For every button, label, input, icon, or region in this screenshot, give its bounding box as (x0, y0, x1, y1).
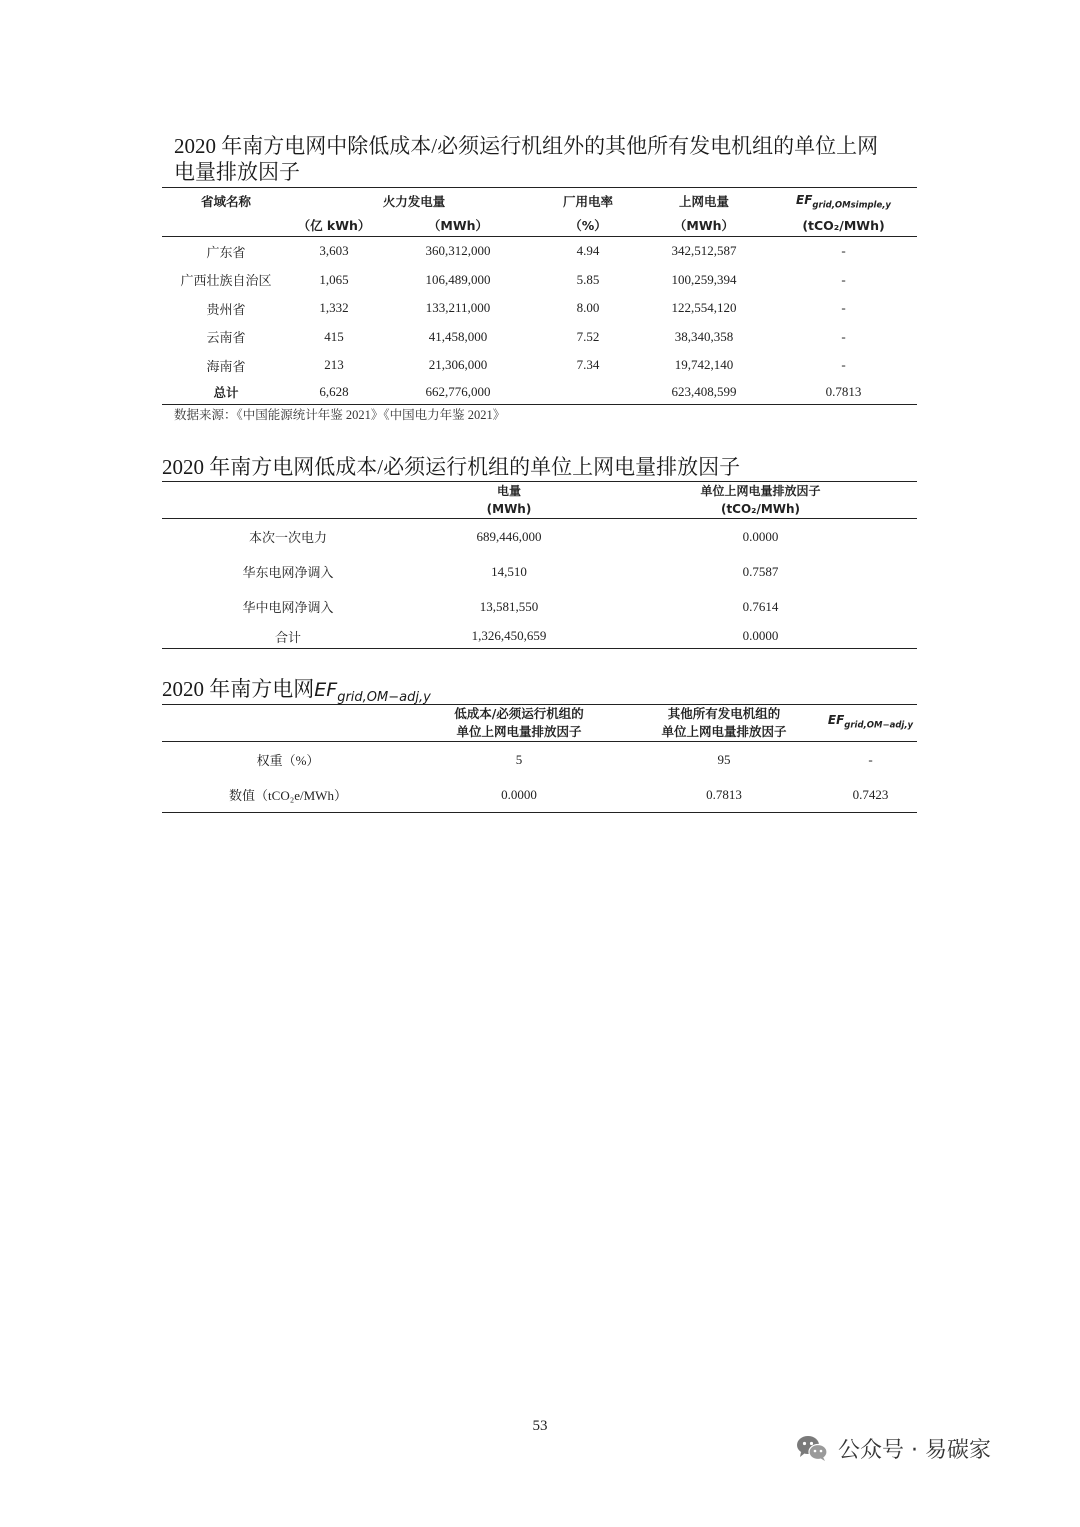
data-source-note: 数据来源：《中国能源统计年鉴 2021》《中国电力年鉴 2021》 (174, 408, 506, 422)
cell-mwh: 133,211,000 (425, 300, 491, 316)
cell-grid: 122,554,120 (671, 300, 737, 316)
header-ef-unit: (tCO₂/MWh) (770, 214, 917, 237)
cell-mwh: 21,306,000 (428, 357, 488, 373)
table3-header-row (162, 705, 917, 742)
header-empty (162, 214, 290, 237)
total-label: 总计 (213, 384, 239, 400)
table1-unit-row (162, 214, 917, 237)
cell-rate: 7.52 (576, 328, 600, 344)
cell-ef: - (841, 328, 846, 344)
header-thermal-unit-kwh: （亿 kWh） (290, 214, 378, 237)
table-row (162, 294, 917, 323)
total-mwh: 662,776,000 (425, 383, 491, 399)
table-row (162, 742, 917, 778)
header-energy-unit: (MWh) (414, 500, 604, 519)
cell-name: 华东电网净调入 (242, 565, 334, 580)
header-energy: 电量 (496, 483, 521, 498)
cell-rate: 7.34 (576, 357, 600, 373)
cell-kwh: 213 (324, 357, 344, 373)
table1 (162, 187, 917, 405)
cell-mwh: 106,489,000 (425, 271, 491, 287)
cell-rate: 5.85 (576, 271, 600, 287)
cell-energy: 689,446,000 (476, 528, 542, 544)
cell-province: 广西壮族自治区 (180, 273, 272, 289)
header-thermal: 火力发电量 (382, 194, 446, 209)
cell-grid: 100,259,394 (671, 271, 737, 287)
table1-header-row (162, 188, 917, 215)
cell-ef: - (841, 357, 846, 373)
cell-ef: 0.7587 (742, 563, 779, 579)
header-unit-ef: 单位上网电量排放因子 (700, 483, 821, 498)
cell-kwh: 3,603 (319, 243, 349, 259)
cell-name: 合计 (274, 629, 301, 645)
table-row (162, 589, 917, 624)
header-ef: $EF_{grid,OMsimple,y}$ (796, 192, 891, 211)
cell-mwh: 41,458,000 (428, 328, 488, 344)
table-row (162, 777, 917, 813)
table3-title-prefix: 2020 年南方电网 (162, 677, 315, 701)
watermark-text: 公众号 · 易碳家 (838, 1437, 991, 1463)
cell-kwh: 1,065 (319, 271, 349, 287)
table3-title-ef: $EF_{grid,OM-adj,y}$ (314, 679, 431, 705)
cell-name: 权重（%） (256, 753, 320, 768)
table-row (162, 237, 917, 266)
cell-ef: 0.0000 (742, 528, 779, 544)
cell-c2: 0.7813 (706, 786, 742, 802)
header-low-cost-ef: 低成本/必须运行机组的 单位上网电量排放因子 (414, 705, 624, 742)
table1-title (174, 133, 878, 185)
cell-name: 华中电网净调入 (242, 600, 334, 615)
cell-c1: 5 (515, 751, 523, 767)
cell-name: 数值（tCO₂e/MWh） (229, 788, 347, 803)
total-ef: 0.7813 (825, 383, 862, 399)
cell-kwh: 415 (324, 328, 344, 344)
cell-province: 贵州省 (206, 301, 246, 317)
cell-kwh: 1,332 (319, 300, 349, 316)
cell-ef: - (841, 300, 846, 316)
header-ef-adj: $EF_{grid,OM-adj,y}$ (824, 705, 917, 742)
cell-c3: - (868, 751, 873, 767)
cell-province: 海南省 (206, 358, 246, 374)
table-row (162, 519, 917, 555)
header-self-use-unit: （%） (538, 214, 638, 237)
table2-unit-row (162, 500, 917, 519)
cell-ef: 0.0000 (742, 628, 779, 643)
header-unit-ef-unit: (tCO₂/MWh) (604, 500, 917, 519)
total-kwh: 6,628 (319, 383, 349, 399)
table2 (162, 481, 917, 649)
total-rate (538, 380, 638, 405)
cell-province: 云南省 (206, 330, 246, 346)
table2-header-row (162, 482, 917, 501)
cell-ef: 0.7614 (742, 598, 779, 614)
header-grid-unit: （MWh） (638, 214, 770, 237)
cell-c2: 95 (717, 751, 731, 767)
cell-ef: - (841, 271, 846, 287)
table-row (162, 624, 917, 649)
header-thermal-unit-mwh: （MWh） (378, 214, 538, 237)
cell-c3: 0.7423 (852, 786, 889, 802)
cell-energy: 13,581,550 (479, 598, 539, 614)
cell-rate: 4.94 (576, 243, 600, 259)
table-row (162, 554, 917, 589)
watermark (796, 1430, 991, 1466)
cell-grid: 342,512,587 (671, 243, 737, 259)
total-grid: 623,408,599 (671, 383, 737, 399)
table1-title-line2: 电量排放因子 (174, 160, 300, 184)
header-other-ef: 其他所有发电机组的 单位上网电量排放因子 (624, 705, 824, 742)
table3 (162, 704, 917, 813)
cell-c1: 0.0000 (501, 786, 537, 802)
table-row (162, 351, 917, 380)
cell-energy: 14,510 (491, 563, 527, 579)
wechat-icon (796, 1433, 828, 1463)
cell-rate: 8.00 (576, 300, 600, 316)
header-grid: 上网电量 (678, 194, 729, 209)
cell-grid: 19,742,140 (674, 357, 734, 373)
table2-title: 2020 年南方电网低成本/必须运行机组的单位上网电量排放因子 (162, 455, 741, 479)
cell-ef: - (841, 243, 846, 259)
cell-energy: 1,326,450,659 (471, 628, 547, 643)
table-row (162, 323, 917, 352)
table1-total-row (162, 380, 917, 405)
cell-mwh: 360,312,000 (425, 243, 491, 259)
cell-name: 本次一次电力 (248, 530, 327, 545)
table1-title-line1: 2020 年南方电网中除低成本/必须运行机组外的其他所有发电机组的单位上网 (174, 134, 879, 158)
header-self-use: 厂用电率 (562, 194, 613, 209)
header-province: 省域名称 (200, 194, 251, 209)
cell-grid: 38,340,358 (674, 328, 734, 344)
cell-province: 广东省 (206, 244, 246, 260)
table-row (162, 266, 917, 295)
page-number: 53 (532, 1418, 548, 1434)
